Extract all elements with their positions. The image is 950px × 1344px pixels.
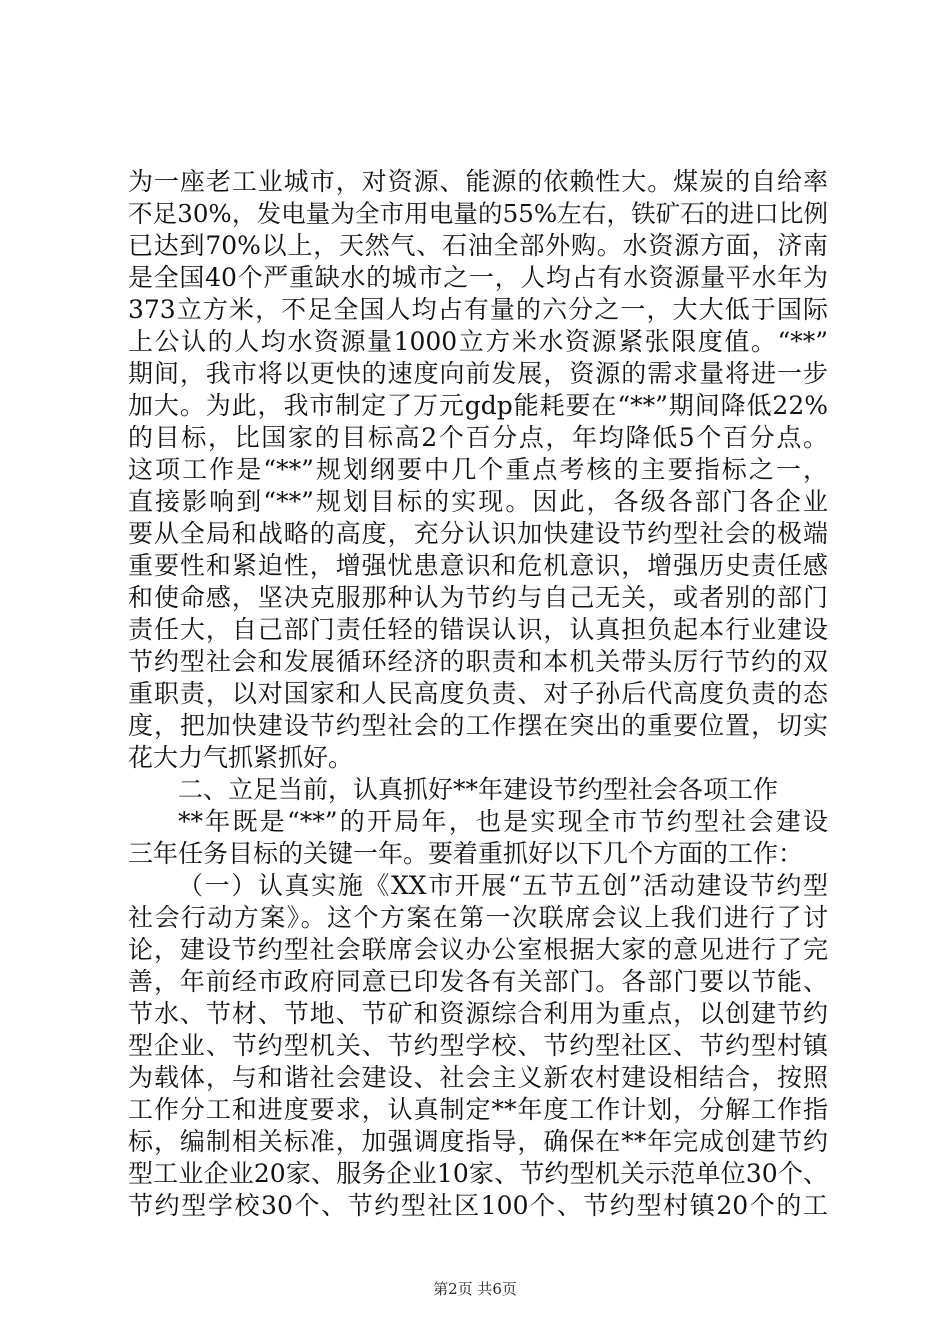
text-line: 三年任务目标的关键一年。要着重抓好以下几个方面的工作： xyxy=(128,839,804,868)
page-footer: 第2页 共6页 xyxy=(433,1280,517,1298)
text-line: 直接影响到“**”规划目标的实现。因此，各级各部门各企业 xyxy=(128,487,828,516)
text-line: 为一座老工业城市，对资源、能源的依赖性大。煤炭的自给率 xyxy=(128,167,828,196)
text-line: 工作分工和进度要求，认真制定**年度工作计划，分解工作指 xyxy=(128,1095,828,1124)
text-line: 重要性和紧迫性，增强忧患意识和危机意识，增强历史责任感 xyxy=(128,551,828,580)
text-line: 为载体，与和谐社会建设、社会主义新农村建设相结合，按照 xyxy=(128,1063,828,1092)
text-line: 和使命感，坚决克服那种认为节约与自己无关，或者别的部门 xyxy=(128,583,828,612)
text-line: 期间，我市将以更快的速度向前发展，资源的需求量将进一步 xyxy=(128,359,828,388)
text-line: 的目标，比国家的目标高2个百分点，年均降低5个百分点。 xyxy=(128,423,828,452)
text-line: 度，把加快建设节约型社会的工作摆在突出的重要位置，切实 xyxy=(128,711,828,740)
text-line: 这项工作是“**”规划纲要中几个重点考核的主要指标之一， xyxy=(128,455,828,484)
text-line: 社会行动方案》。这个方案在第一次联席会议上我们进行了讨 xyxy=(128,903,828,932)
text-line: 节水、节材、节地、节矿和资源综合利用为重点，以创建节约 xyxy=(128,999,828,1028)
text-line: **年既是“**”的开局年，也是实现全市节约型社会建设 xyxy=(178,807,828,836)
text-line: 节约型社会和发展循环经济的职责和本机关带头厉行节约的双 xyxy=(128,647,828,676)
text-line: 善，年前经市政府同意已印发各有关部门。各部门要以节能、 xyxy=(128,967,828,996)
text-line: （一）认真实施《XX市开展“五节五创”活动建设节约型 xyxy=(178,871,828,900)
text-line: 不足30%，发电量为全市用电量的55%左右，铁矿石的进口比例 xyxy=(128,199,828,228)
text-line: 要从全局和战略的高度，充分认识加快建设节约型社会的极端 xyxy=(128,519,828,548)
text-line: 上公认的人均水资源量1000立方米水资源紧张限度值。“**” xyxy=(128,327,828,356)
text-line: 重职责，以对国家和人民高度负责、对子孙后代高度负责的态 xyxy=(128,679,828,708)
text-line: 加大。为此，我市制定了万元gdp能耗要在“**”期间降低22% xyxy=(128,391,828,420)
text-line: 论，建设节约型社会联席会议办公室根据大家的意见进行了完 xyxy=(128,935,828,964)
text-line: 373立方米，不足全国人均占有量的六分之一，大大低于国际 xyxy=(128,295,828,324)
text-line: 节约型学校30个、节约型社区100个、节约型村镇20个的工 xyxy=(128,1191,828,1220)
text-line: 型工业企业20家、服务企业10家、节约型机关示范单位30个、 xyxy=(128,1159,828,1188)
text-line: 已达到70%以上，天然气、石油全部外购。水资源方面，济南 xyxy=(128,231,828,260)
text-line: 花大力气抓紧抓好。 xyxy=(128,743,354,772)
text-line: 标，编制相关标准，加强调度指导，确保在**年完成创建节约 xyxy=(128,1127,828,1156)
text-line: 是全国40个严重缺水的城市之一，人均占有水资源量平水年为 xyxy=(128,263,828,292)
body-text xyxy=(128,166,828,1222)
text-line: 责任大，自己部门责任轻的错误认识，认真担负起本行业建设 xyxy=(128,615,828,644)
text-line: 二、立足当前，认真抓好**年建设节约型社会各项工作 xyxy=(178,775,779,804)
text-line: 型企业、节约型机关、节约型学校、节约型社区、节约型村镇 xyxy=(128,1031,828,1060)
